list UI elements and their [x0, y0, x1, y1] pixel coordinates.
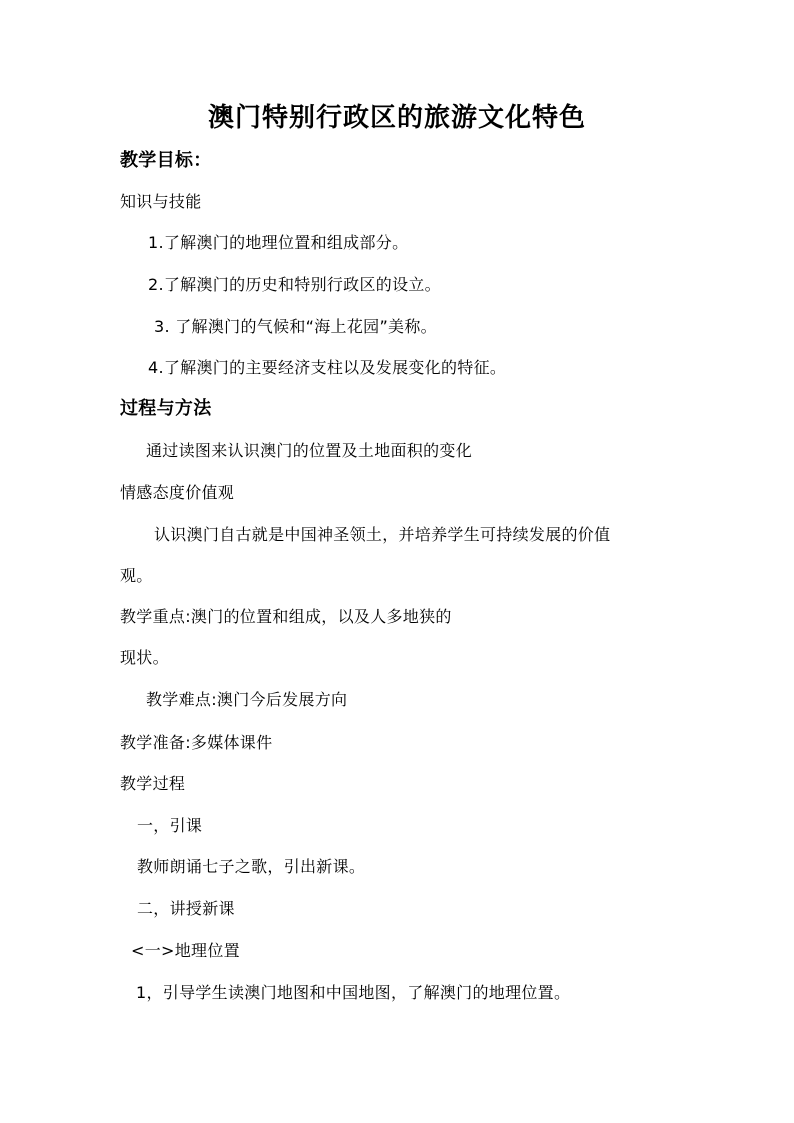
emotion-text-line-1: 认识澳门自古就是中国神圣领土，并培养学生可持续发展的价值: [154, 525, 611, 544]
emotion-heading: 情感态度价值观: [120, 483, 235, 502]
section-1-heading: <一>地理位置: [131, 941, 240, 960]
step-2-heading: 二，讲授新课: [137, 899, 235, 918]
knowledge-item-2: 2.了解澳门的历史和特别行政区的设立。: [148, 275, 441, 294]
process-text: 通过读图来认识澳门的位置及土地面积的变化: [146, 441, 473, 460]
objectives-heading: 教学目标：: [120, 150, 212, 171]
step-1-text: 教师朗诵七子之歌，引出新课。: [137, 857, 366, 876]
procedure-heading: 教学过程: [120, 774, 186, 793]
knowledge-item-4: 4.了解澳门的主要经济支柱以及发展变化的特征。: [148, 358, 507, 377]
preparation-text: 教学准备:多媒体课件: [120, 733, 273, 752]
knowledge-item-3: 3. 了解澳门的气候和“海上花园”美称。: [154, 317, 437, 336]
emotion-text-line-2: 观。: [120, 566, 153, 585]
knowledge-heading: 知识与技能: [120, 192, 202, 211]
document-title: 澳门特别行政区的旅游文化特色: [207, 103, 586, 133]
process-heading: 过程与方法: [120, 398, 212, 419]
key-point-line-1: 教学重点:澳门的位置和组成，以及人多地狭的: [120, 607, 452, 626]
knowledge-item-1: 1.了解澳门的地理位置和组成部分。: [148, 233, 409, 252]
difficulty-text: 教学难点:澳门今后发展方向: [146, 690, 348, 709]
step-1-heading: 一，引课: [137, 816, 203, 835]
section-1-item-1: 1，引导学生读澳门地图和中国地图，了解澳门的地理位置。: [136, 983, 571, 1002]
key-point-line-2: 现状。: [120, 648, 169, 667]
